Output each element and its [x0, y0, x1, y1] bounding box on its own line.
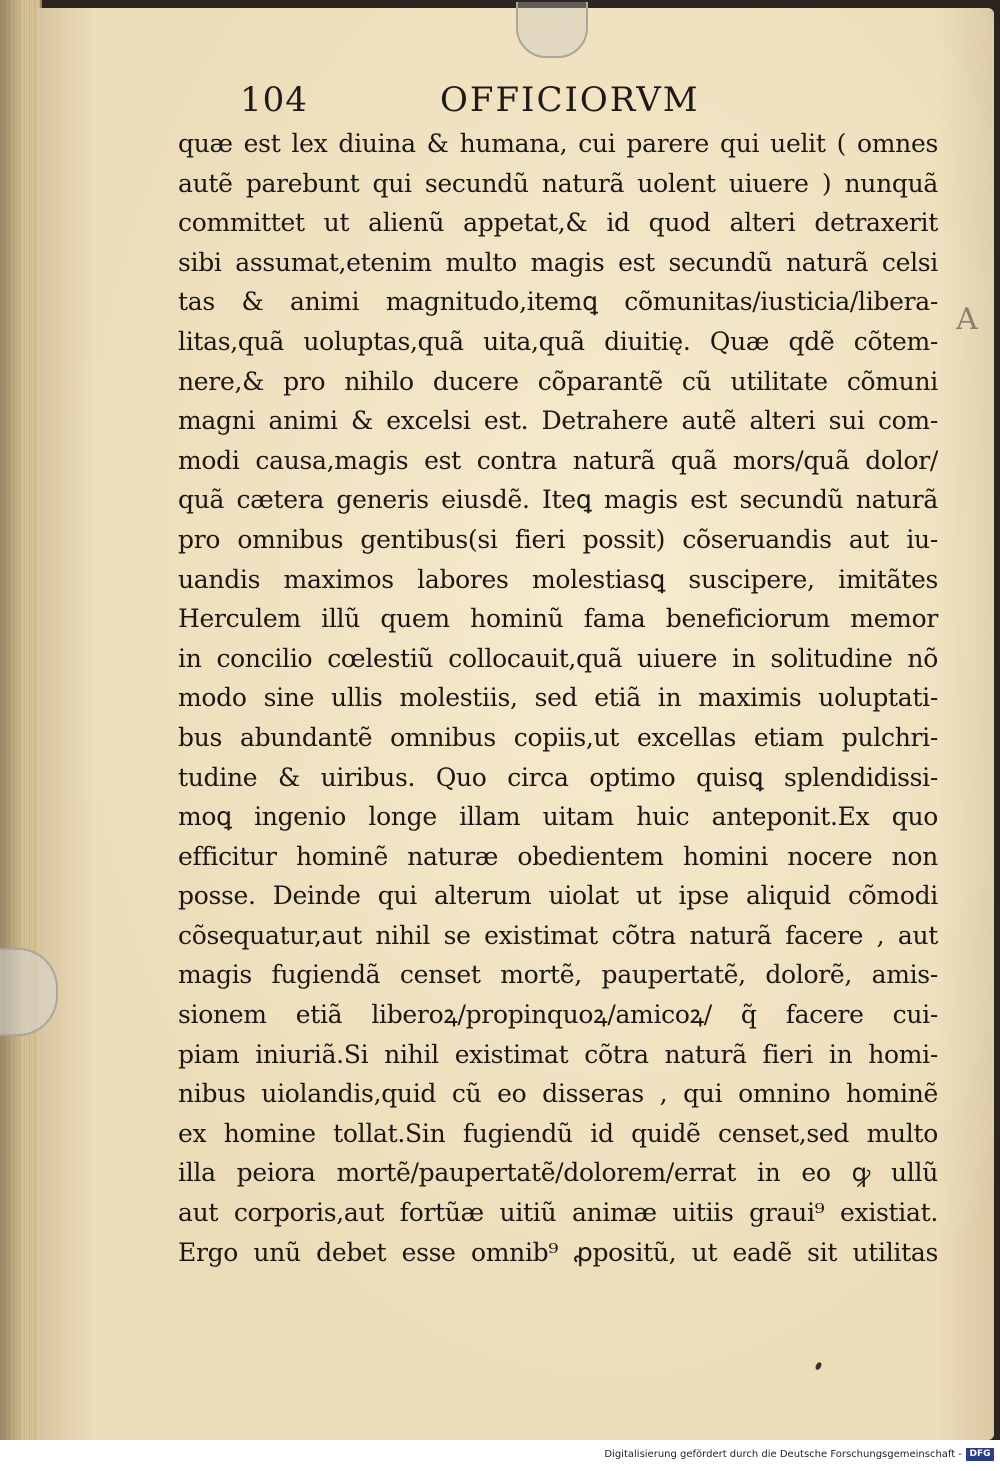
body-text	[178, 124, 938, 1272]
text-line: autẽ parebunt qui secundũ naturã uolent uiuere ) nunquã	[178, 168, 938, 198]
text-line: posse. Deinde qui alterum uiolat ut ipse aliquid cõmodi	[178, 881, 938, 911]
text-line: litas,quã uoluptas,quã uita,quã diuitię. Quæ qdẽ cõtem-	[178, 326, 938, 356]
text-line: sionem etiã liberoꝝ/propinquoꝝ/amicoꝝ/ q̃ facere cui-	[178, 1000, 938, 1030]
text-line: moꝗ ingenio longe illam uitam huic anteponit.Ex quo	[178, 802, 938, 832]
text-line: pro omnibus gentibus(si fieri possit) cõseruandis aut iu-	[178, 524, 938, 554]
text-line: piam iniuriã.Si nihil existimat cõtra naturã fieri in homi-	[178, 1039, 938, 1069]
text-line: nibus uiolandis,quid cũ eo disseras , qui omnino hominẽ	[178, 1079, 938, 1109]
marginal-letter: A	[956, 302, 978, 337]
text-line: ex homine tollat.Sin fugiendũ id quidẽ censet,sed multo	[178, 1118, 938, 1148]
text-line: tudine & uiribus. Quo circa optimo quisꝗ splendidissi-	[178, 762, 938, 792]
footer-credit: Digitalisierung gefördert durch die Deutsche Forschungsgemeinschaft -	[604, 1449, 962, 1460]
digitization-footer	[0, 1440, 1000, 1471]
text-line: nere,& pro nihilo ducere cõparantẽ cũ utilitate cõmuni	[178, 366, 938, 396]
text-line: cõsequatur,aut nihil se existimat cõtra naturã facere , aut	[178, 920, 938, 950]
text-line: modo sine ullis molestiis, sed etiã in maximis uoluptati-	[178, 683, 938, 713]
page-edges	[0, 0, 42, 1440]
text-line: tas & animi magnitudo,itemꝗ cõmunitas/iusticia/libera-	[178, 287, 938, 317]
text-line: Ergo unũ debet esse omnib⁹ ꝓpositũ, ut eadẽ sit utilitas	[178, 1237, 938, 1267]
running-head: OFFICIORVM	[440, 80, 700, 120]
text-line: illa peiora mortẽ/paupertatẽ/dolorem/errat in eo ꝙ ullũ	[178, 1158, 938, 1188]
text-line: magni animi & excelsi est. Detrahere autẽ alteri sui com-	[178, 406, 938, 436]
text-line: quæ est lex diuina & humana, cui parere qui uelit ( omnes	[178, 129, 938, 158]
text-line: magis fugiendã censet mortẽ, paupertatẽ, dolorẽ, amis-	[178, 960, 938, 990]
dfg-logo: DFG	[966, 1448, 994, 1461]
text-line: Herculem illũ quem hominũ fama beneficiorum memor	[178, 604, 938, 634]
text-line: quã cætera generis eiusdẽ. Iteꝗ magis est secundũ naturã	[178, 485, 938, 515]
text-line: modi causa,magis est contra naturã quã mors/quã dolor/	[178, 445, 938, 475]
text-line: uandis maximos labores molestiasꝗ suscipere, imitãtes	[178, 564, 938, 594]
page-header	[0, 80, 1000, 124]
text-line: sibi assumat,etenim multo magis est secundũ naturã celsi	[178, 247, 938, 277]
text-line: efficitur hominẽ naturæ obedientem homini nocere non	[178, 841, 938, 871]
page-number: 104	[240, 80, 308, 120]
text-line: aut corporis,aut fortũæ uitiũ animæ uitiis graui⁹ existiat.	[178, 1198, 938, 1228]
text-line: committet ut alienũ appetat,& id quod alteri detraxerit	[178, 208, 938, 238]
text-line: in concilio cœlestiũ collocauit,quã uiuere in solitudine nõ	[178, 643, 938, 673]
book-clamp-top	[516, 2, 588, 58]
text-line: bus abundantẽ omnibus copiis,ut excellas etiam pulchri-	[178, 722, 938, 752]
